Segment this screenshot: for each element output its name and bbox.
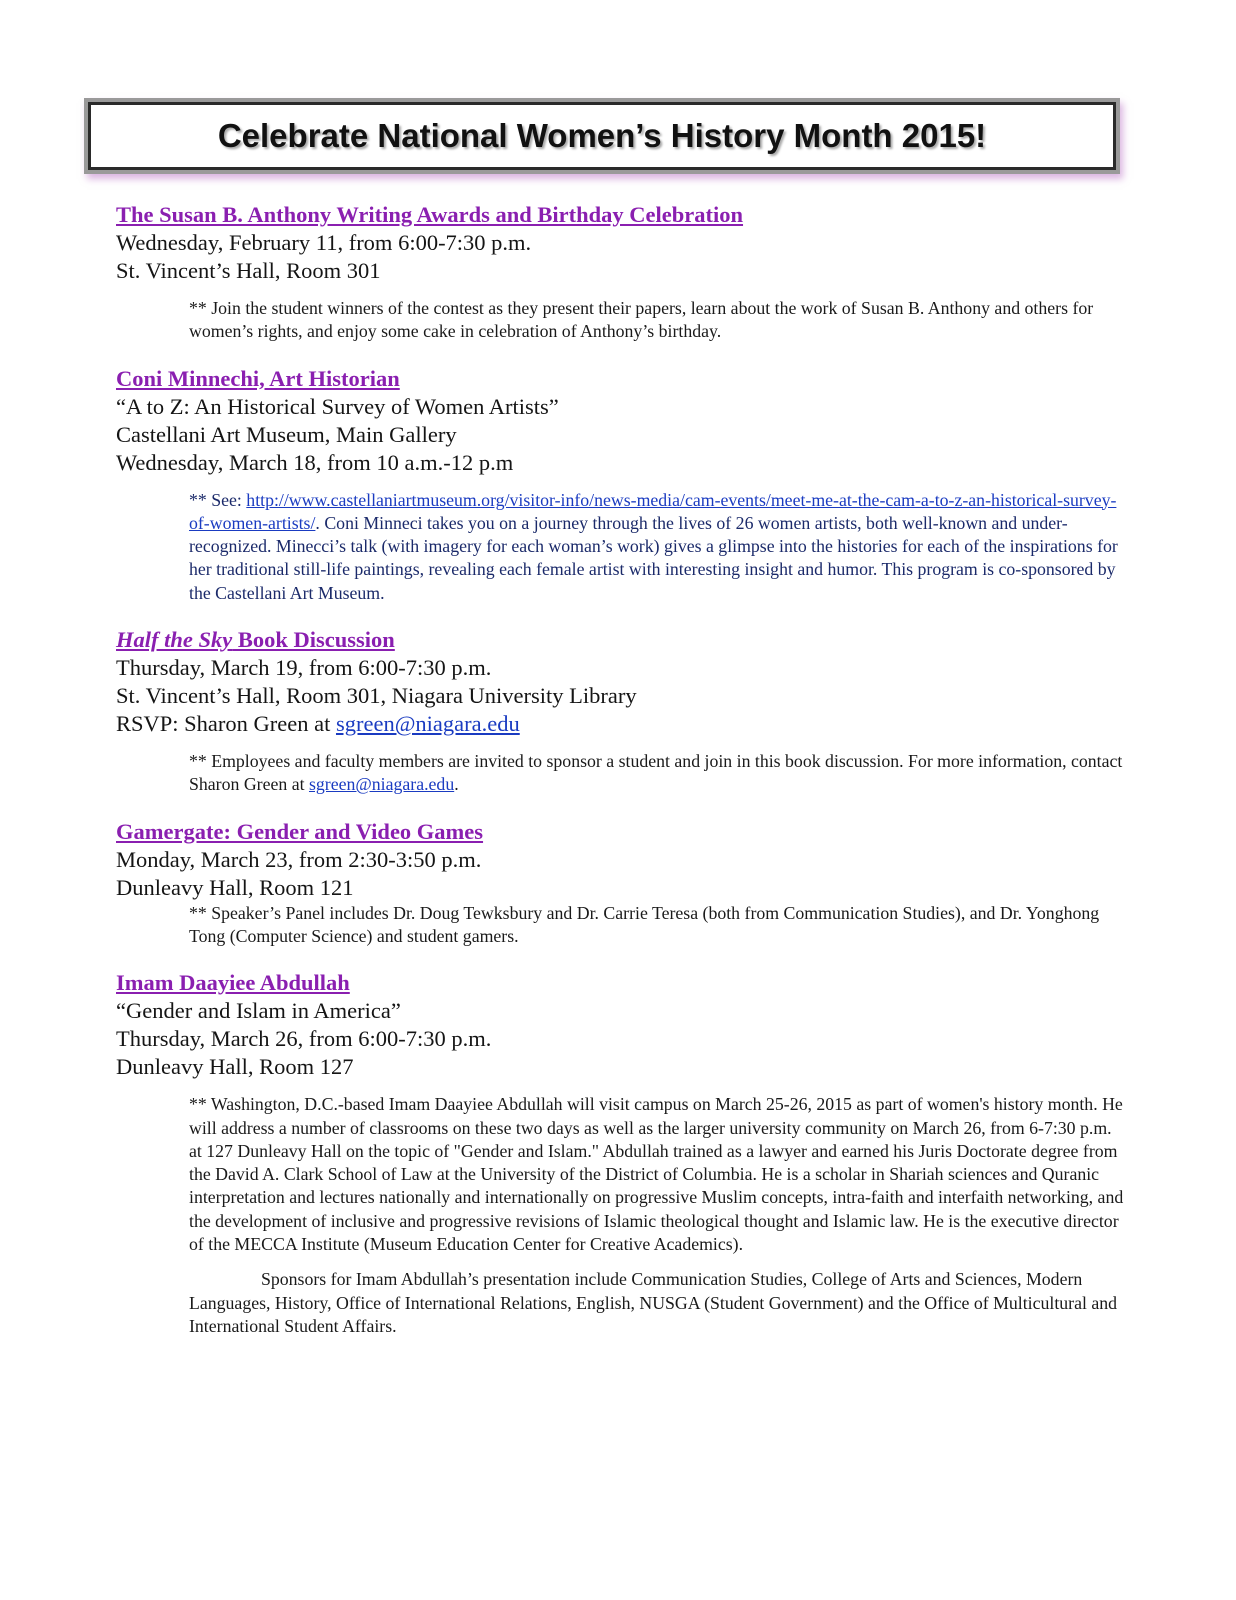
rsvp-prefix: RSVP: Sharon Green at — [116, 711, 336, 737]
event-title[interactable]: Gamergate: Gender and Video Games — [116, 818, 484, 844]
event-location: St. Vincent’s Hall, Room 301 — [116, 258, 381, 283]
event-note: ** Speaker’s Panel includes Dr. Doug Tewksbury and Dr. Carrie Teresa (both from Communication Studies), and Dr. Yonghong Tong (Computer Science) and student gamers. — [189, 902, 1100, 946]
event-note: ** Washington, D.C.-based Imam Daayiee Abdullah will visit campus on March 25-26, 2015 as part of women's history month. He will address a number of classrooms on these two days as well as the larger university community on March 26, from 6-7:30 p.m. at 127 Dunleavy Hall on the topic of "Gender and Islam." Abdullah trained as a lawyer and earned his Juris Doctorate degree from the David A. Clark School of Law at the University of the District of Columbia. He is a scholar in Shariah sciences and Quranic interpretation and lectures nationally and internationally on progressive Muslim concepts, intra-faith and interfaith networking, and the development of inclusive and progressive revisions of Islamic theological thought and Islamic law. He is the executive director of the MECCA Institute (Museum Education Center for Creative Academics). — [189, 1094, 1124, 1255]
note-email-link[interactable]: sgreen@niagara.edu — [308, 774, 455, 795]
event-imam-abdullah — [116, 968, 1126, 1338]
event-date: Thursday, March 19, from 6:00-7:30 p.m. — [116, 655, 492, 681]
event-date: Monday, March 23, from 2:30-3:50 p.m. — [116, 846, 482, 872]
event-talk-title: “Gender and Islam in America” — [116, 998, 401, 1024]
event-title[interactable]: Imam Daayiee Abdullah — [116, 970, 350, 996]
event-location: Castellani Art Museum, Main Gallery — [116, 421, 457, 447]
event-note — [189, 750, 1126, 797]
event-title-rest: Book Discussion — [232, 627, 395, 653]
note-prefix: ** Employees and faculty members are invited to sponsor a student and join in this book discussion. For more information, contact Sharon Green at — [189, 751, 1123, 795]
events-list — [116, 200, 1126, 1358]
event-title[interactable] — [116, 625, 1126, 654]
event-rsvp — [116, 710, 1126, 738]
event-gamergate — [116, 817, 1126, 949]
event-date: Wednesday, March 18, from 10 a.m.-12 p.m — [116, 449, 514, 475]
event-note: ** Join the student winners of the contest as they present their papers, learn about the work of Susan B. Anthony and others for women’s rights, and enjoy some cake in celebration of Anthony’s birthday. — [189, 298, 1094, 342]
museum-link[interactable]: http://www.castellaniartmuseum.org/visitor-info/news-media/cam-events/meet-me-at-the-cam-a-to-z-an-historical-survey-of-women-artists/ — [189, 489, 1117, 533]
event-note — [189, 489, 1126, 605]
note-suffix: . Coni Minneci takes you on a journey through the lives of 26 women artists, both well-known and under-recognized. Minecci’s talk (with imagery for each woman’s work) gives a glimpse into the histories for each of the inspirations for her traditional still-life paintings, revealing each female artist with interesting insight and humor. This program is co-sponsored by the Castellani Art Museum. — [189, 512, 1118, 603]
page-banner — [88, 102, 1116, 170]
event-date: Wednesday, February 11, from 6:00-7:30 p.m. — [116, 230, 532, 255]
event-title-italic: Half the Sky — [116, 627, 233, 653]
event-location: Dunleavy Hall, Room 121 — [116, 874, 354, 900]
event-date: Thursday, March 26, from 6:00-7:30 p.m. — [116, 1026, 492, 1052]
event-location: St. Vincent’s Hall, Room 301, Niagara University Library — [116, 683, 637, 709]
banner-title: Celebrate National Women’s History Month 2015! — [217, 117, 987, 154]
event-susan-b-anthony — [116, 200, 1126, 344]
event-title[interactable]: The Susan B. Anthony Writing Awards and Birthday Celebration — [116, 202, 744, 227]
event-location: Dunleavy Hall, Room 127 — [116, 1054, 354, 1080]
event-coni-minnechi — [116, 364, 1126, 605]
event-talk-title: “A to Z: An Historical Survey of Women Artists” — [116, 393, 559, 419]
note-suffix: . — [454, 774, 459, 795]
rsvp-email-link[interactable]: sgreen@niagara.edu — [335, 711, 520, 737]
event-sponsors: Sponsors for Imam Abdullah’s presentation include Communication Studies, College of Arts and Sciences, Modern Languages, History, Office of International Relations, English, NUSGA (Student Government) and the Office of Multicultural and International Student Affairs. — [189, 1269, 1118, 1336]
event-half-the-sky — [116, 625, 1126, 797]
event-title[interactable]: Coni Minnechi, Art Historian — [116, 365, 400, 391]
note-prefix: ** See: — [189, 489, 247, 510]
